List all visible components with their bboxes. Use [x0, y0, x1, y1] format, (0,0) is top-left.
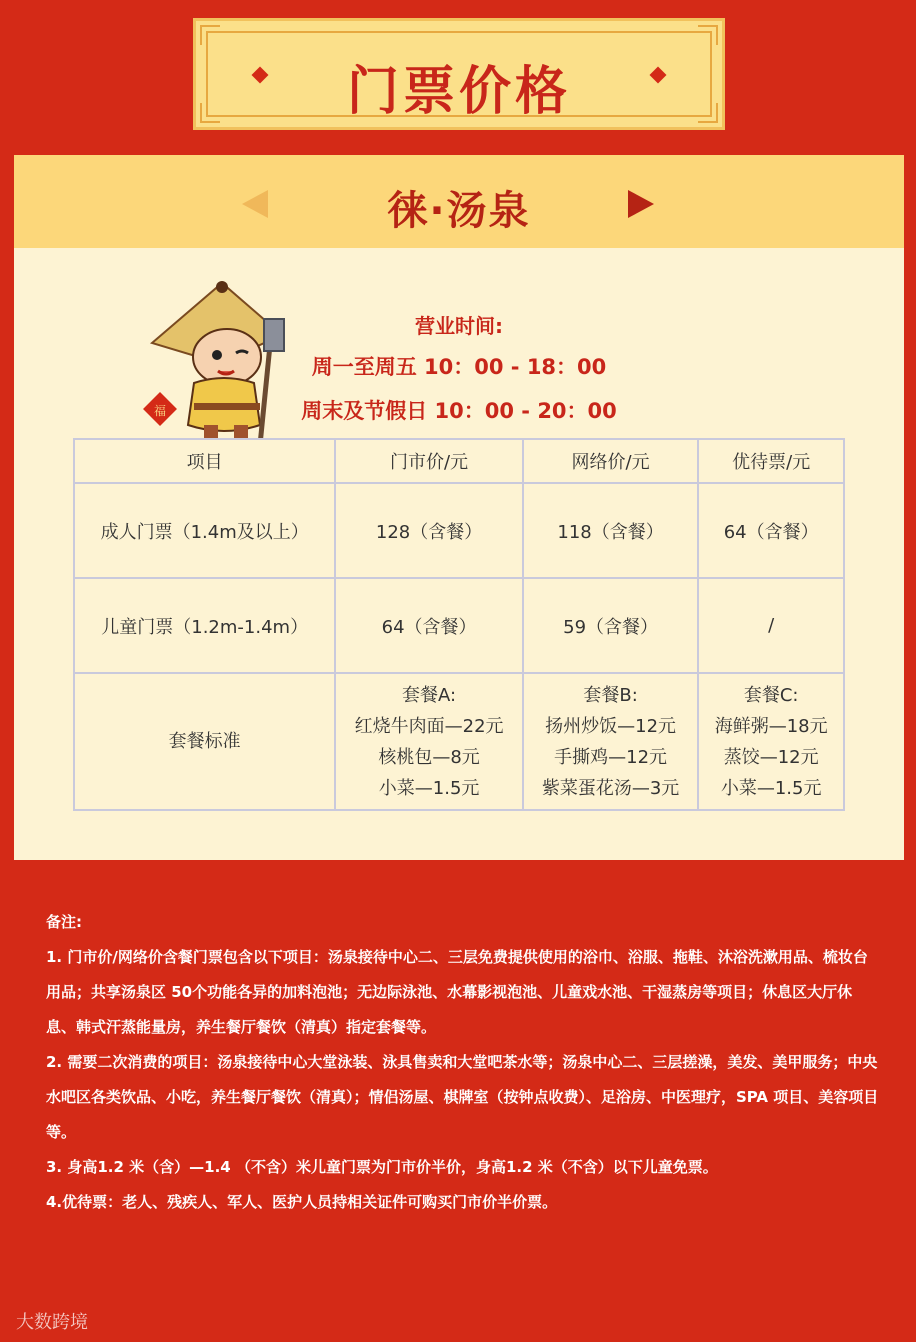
table-row — [74, 483, 844, 578]
meal-line: 红烧牛肉面—22元 — [354, 715, 504, 737]
table-cell: 128（含餐） — [335, 483, 522, 578]
triangle-right-icon[interactable] — [628, 190, 654, 218]
meal-line: 蒸饺—12元 — [723, 746, 819, 768]
column-header: 项目 — [74, 439, 335, 483]
note-item: 1. 门市价/网络价含餐门票包含以下项目：汤泉接待中心二、三层免费提供使用的浴巾、浴服、拖鞋、沐浴洗漱用品、梳妆台用品；共享汤泉区 50个功能各异的加料泡池；无边际泳池、水幕影视泡池、儿童戏水池、干湿蒸房等项目；休息区大厅休息、韩式汗蒸能量房，养生餐厅餐饮（清真）指定套餐等。 — [46, 948, 868, 1036]
table-cell: / — [698, 578, 844, 673]
notes-title: 备注: — [46, 913, 82, 931]
meal-line: 紫菜蛋花汤—3元 — [541, 777, 680, 799]
svg-text:福: 福 — [153, 404, 167, 418]
hours-label: 营业时间: — [415, 314, 503, 338]
column-header: 门市价/元 — [335, 439, 522, 483]
meal-line: 套餐C: — [743, 684, 799, 706]
venue-header — [14, 155, 904, 248]
meal-line: 海鲜粥—18元 — [714, 715, 828, 737]
page-title: 门票价格 — [346, 62, 571, 122]
table-cell: 64（含餐） — [335, 578, 522, 673]
note-item: 2. 需要二次消费的项目：汤泉接待中心大堂泳装、泳具售卖和大堂吧茶水等；汤泉中心二、三层搓澡，美发、美甲服务；中央水吧区各类饮品、小吃，养生餐厅餐饮（清真）；情侣汤屋、棋牌室（按钟点收费）、足浴房、中医理疗，SPA 项目、美容项目等。 — [46, 1053, 879, 1141]
ticket-card — [14, 155, 904, 860]
table-header-row — [74, 439, 844, 483]
meal-cell — [335, 673, 522, 810]
column-header: 优待票/元 — [698, 439, 844, 483]
weekend-hours: 周末及节假日 10：00 - 20：00 — [301, 399, 617, 423]
meal-line: 核桃包—8元 — [378, 746, 480, 768]
table-cell: 64（含餐） — [698, 483, 844, 578]
note-item: 4.优待票：老人、残疾人、军人、医护人员持相关证件可购买门市价半价票。 — [46, 1193, 558, 1211]
meal-line: 套餐B: — [583, 684, 638, 706]
meal-line: 扬州炒饭—12元 — [545, 715, 677, 737]
table-cell: 套餐标准 — [74, 673, 335, 810]
watermark: 大数跨境 — [16, 1312, 88, 1333]
meal-line: 小菜—1.5元 — [378, 777, 480, 799]
table-cell: 59（含餐） — [523, 578, 699, 673]
title-banner — [193, 18, 725, 130]
venue-name: 徕·汤泉 — [387, 188, 531, 234]
meal-cell — [698, 673, 844, 810]
meal-line: 小菜—1.5元 — [720, 777, 822, 799]
notes-section — [46, 905, 880, 1220]
note-item: 3. 身高1.2 米（含）—1.4 （不含）米儿童门票为门市价半价，身高1.2 米（不含）以下儿童免票。 — [46, 1158, 718, 1176]
banner-corner-ornament — [698, 25, 718, 45]
price-table — [73, 438, 845, 811]
meal-cell — [523, 673, 699, 810]
weekday-hours: 周一至周五 10：00 - 18：00 — [311, 355, 607, 379]
table-row — [74, 673, 844, 810]
table-cell: 118（含餐） — [523, 483, 699, 578]
meal-line: 手撕鸡—12元 — [554, 746, 668, 768]
table-cell: 成人门票（1.4m及以上） — [74, 483, 335, 578]
table-cell: 儿童门票（1.2m-1.4m） — [74, 578, 335, 673]
table-row — [74, 578, 844, 673]
column-header: 网络价/元 — [523, 439, 699, 483]
meal-line: 套餐A: — [402, 684, 457, 706]
banner-corner-ornament — [200, 25, 220, 45]
